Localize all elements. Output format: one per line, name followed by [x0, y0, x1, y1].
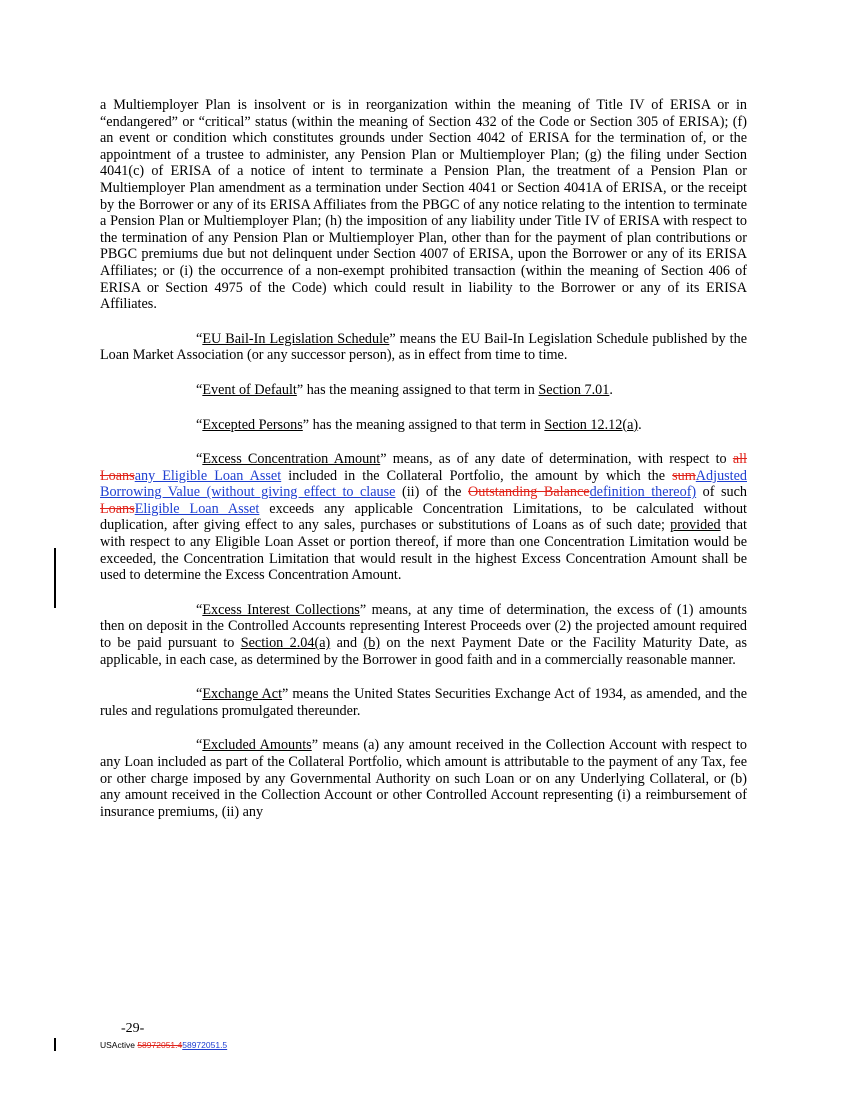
inserted-text: definition thereof): [589, 484, 697, 501]
revision-bar: [54, 548, 56, 608]
definition-eu-bail-in-schedule: “EU Bail-In Legislation Schedule” means the EU Bail-In Legislation Schedule published by the Loan Market Association (or any successor person), as in effect from time to time.: [100, 330, 747, 364]
defined-term: Excess Interest Collections: [202, 601, 360, 618]
section-reference: (b): [363, 635, 381, 652]
deleted-text: sum: [672, 467, 696, 484]
section-reference: Section 2.04(a): [240, 635, 331, 652]
revision-bar: [54, 1038, 56, 1051]
definition-excess-concentration-amount: “Excess Concentration Amount” means, as of any date of determination, with respect to all Loansany Eligible Loan Asset included in the Collateral Portfolio, the amount by which the sumAdjusted Borrowing Value (without giving effect to clause (ii) of the Outstanding Balancedefinition thereof) of such LoansEligible Loan Asset exceeds any applicable Concentration Limitations, to be calculated without duplication, after giving effect to any sales, purchases or substitutions of Loans as of such date; provided that with respect to any Eligible Loan Asset or portion thereof, if more than one Concentration Limitation would be exceeded, the Concentration Limitation that would result in the highest Excess Concentration Amount shall be used to determine the Excess Concentration Amount.: [100, 451, 748, 584]
defined-term: Excess Concentration Amount: [202, 451, 381, 468]
section-reference: Section 12.12(a): [544, 416, 639, 433]
page-number: -29-: [121, 1021, 145, 1036]
definition-exchange-act: “Exchange Act” means the United States Securities Exchange Act of 1934, as amended, and the rules and regulations promulgated thereunder.: [100, 686, 747, 719]
definition-event-of-default: “Event of Default” has the meaning assigned to that term in Section 7.01.: [196, 381, 613, 398]
definition-excepted-persons: “Excepted Persons” has the meaning assigned to that term in Section 12.12(a).: [196, 416, 642, 433]
document-page: [100, 97, 747, 838]
definition-excess-interest-collections: “Excess Interest Collections” means, at any time of determination, the excess of (1) amounts then on deposit in the Controlled Accounts representing Interest Proceeds over (2) the projected amount required to be paid pursuant to Section 2.04(a) and (b) on the next Payment Date or the Facility Maturity Date, as applicable, in each case, as determined by the Borrower in good faith and in a commercially reasonable manner.: [100, 601, 747, 668]
document-id: USActive 58972051.458972051.5: [100, 1040, 228, 1050]
definition-excluded-amounts: “Excluded Amounts” means (a) any amount received in the Collection Account with respect to any Loan included as part of the Collateral Portfolio, which amount is attributable to the payment of any Tax, fee or other charge imposed by any Governmental Authority on such Loan or on any Underlying Collateral, or (b) any amount received in the Collection Account or other Controlled Account representing (i) a reimbursement of insurance premiums, (ii) any: [100, 737, 747, 820]
inserted-text: any Eligible Loan Asset: [134, 467, 282, 484]
section-reference: Section 7.01: [538, 381, 610, 398]
defined-term: EU Bail-In Legislation Schedule: [202, 330, 390, 347]
deleted-text: all Loans: [100, 451, 747, 484]
defined-term: Excluded Amounts: [202, 737, 312, 754]
defined-term: Exchange Act: [202, 686, 283, 703]
inserted-text: Eligible Loan Asset: [134, 500, 260, 517]
inserted-doc-number: 58972051.5: [182, 1040, 228, 1050]
inserted-text: Adjusted Borrowing Value (without giving effect to clause: [100, 467, 748, 501]
paragraph-erisa-event-continued: a Multiemployer Plan is insolvent or is in reorganization within the meaning of Title IV of ERISA or in “endangered” or “critical” status (within the meaning of Section 432 of the Code or Section 305 of ERISA); (f) an event or condition which constitutes grounds under Section 4042 of ERISA for the termination of, or the appointment of a trustee to administer, any Pension Plan or Multiemployer Plan; (g) the filing under Section 4041(c) of ERISA of a notice of intent to terminate a Pension Plan, the treatment of a Pension Plan or Multiemployer Plan amendment as a termination under Section 4041 or Section 4041A of ERISA, or the receipt by the Borrower or any of its ERISA Affiliates from the PBGC of any notice relating to the intention to terminate a Pension Plan or Multiemployer Plan; (h) the imposition of any liability under Title IV of ERISA with respect to the termination of any Pension Plan or Multiemployer Plan, other than for the payment of plan contributions or PBGC premiums due but not delinquent under Section 4007 of ERISA, upon the Borrower or any of its ERISA Affiliates; or (i) the occurrence of a non-exempt prohibited transaction (within the meaning of Section 406 of ERISA or Section 4975 of the Code) which could result in liability to the Borrower or any of its ERISA Affiliates.: [100, 97, 747, 313]
deleted-text: Outstanding Balance: [468, 484, 590, 501]
defined-term: Event of Default: [202, 381, 297, 398]
deleted-doc-number: 58972051.4: [137, 1040, 183, 1050]
defined-term: Excepted Persons: [202, 416, 303, 433]
provided-term: provided: [670, 517, 721, 534]
deleted-text: Loans: [100, 500, 135, 517]
